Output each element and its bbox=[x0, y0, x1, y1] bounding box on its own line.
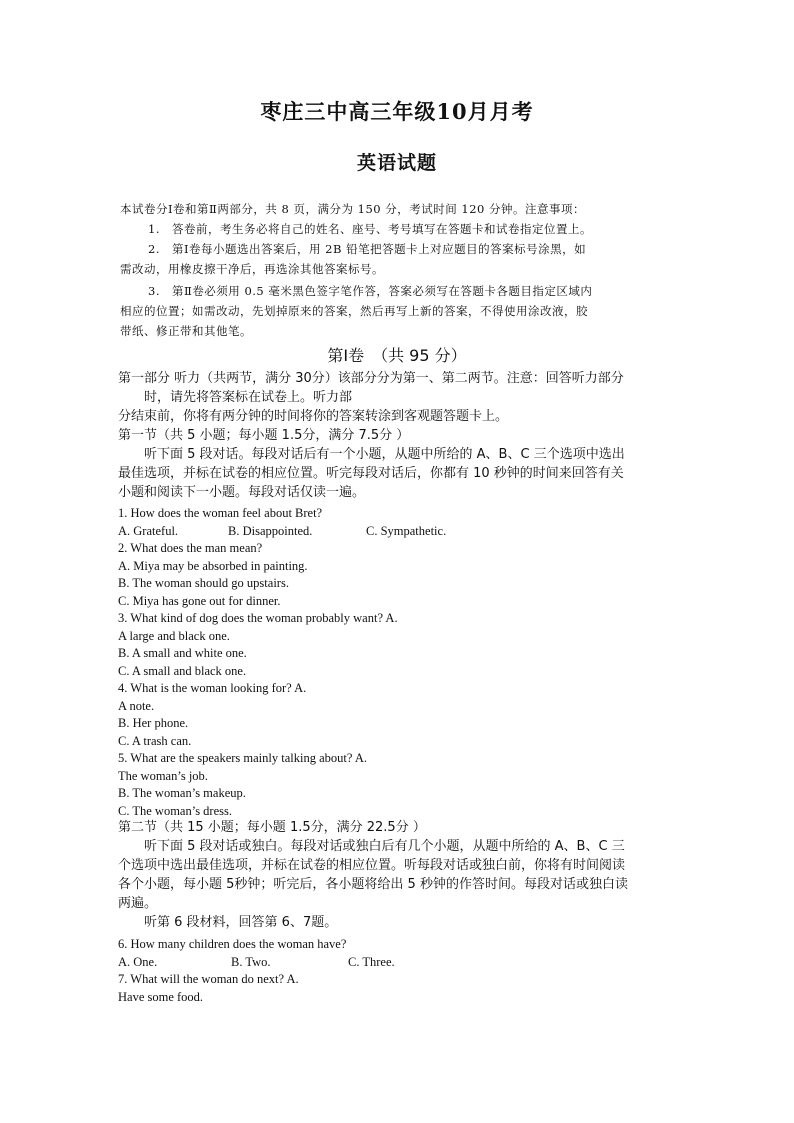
option-5c: C. The woman’s dress. bbox=[118, 803, 232, 818]
option-6c: C. Three. bbox=[348, 954, 395, 969]
question-5: 5. What are the speakers mainly talking about? A. bbox=[118, 751, 367, 765]
option-6b: B. Two. bbox=[231, 954, 271, 969]
question-7: 7. What will the woman do next? A. bbox=[118, 972, 299, 986]
option-1b: B. Disappointed. bbox=[228, 523, 313, 538]
option-3a: A large and black one. bbox=[118, 628, 230, 643]
section2-directions-1: 听下面 5 段对话或独白。每段对话或独白后有几个小题，从题中所给的 A、B、C 三 bbox=[118, 839, 625, 854]
question-6-options bbox=[118, 954, 678, 972]
instructions-3 bbox=[120, 281, 680, 341]
section1-directions-1: 听下面 5 段对话。每段对话后有一个小题，从题中所给的 A、B、C 三个选项中选出 bbox=[118, 447, 625, 462]
option-1c: C. Sympathetic. bbox=[366, 523, 447, 538]
question-6: 6. How many children does the woman have? bbox=[118, 937, 347, 951]
option-4b: B. Her phone. bbox=[118, 716, 189, 730]
instruction-item-2-cont: 需改动，用橡皮擦干净后，再选涂其他答案标号。 bbox=[120, 262, 384, 276]
section2-intro bbox=[118, 818, 678, 932]
question-2: 2. What does the man mean? bbox=[118, 541, 263, 555]
section2-directions-5: 听第 6 段材料，回答第 6、7题。 bbox=[118, 915, 338, 930]
section2-directions-2: 个选项中选出最佳选项，并标在试卷的相应位置。听每段对话或独白前，你将有时间阅读 bbox=[118, 858, 626, 873]
instruction-item-3: 3. 第Ⅱ卷必须用 0.5 毫米黑色签字笔作答，答案必须写在答题卡各题目指定区域内 bbox=[148, 284, 593, 298]
part1-line-3: 分结束前，你将有两分钟的时间将你的答案转涂到客观题答题卡上。 bbox=[118, 409, 509, 424]
option-2a: A. Miya may be absorbed in painting. bbox=[118, 558, 308, 573]
option-7a: Have some food. bbox=[118, 989, 204, 1004]
part1-intro bbox=[118, 369, 678, 502]
section1-heading: 第一节（共 5 小题；每小题 1.5分，满分 7.5分 ） bbox=[118, 428, 410, 443]
option-3c: C. A small and black one. bbox=[118, 663, 247, 678]
option-6a: A. One. bbox=[118, 954, 158, 969]
question-1: 1. How does the woman feel about Bret? bbox=[118, 506, 323, 520]
instruction-item-3-cont2: 带纸、修正带和其他笔。 bbox=[120, 324, 252, 338]
section2-directions-3: 各个小题，每小题 5秒钟；听完后，各小题将给出 5 秒钟的作答时间。每段对话或独白读 bbox=[118, 877, 628, 892]
option-5b: B. The woman’s makeup. bbox=[118, 786, 246, 800]
section2-directions-4: 两遍。 bbox=[118, 896, 158, 911]
instruction-item-3-cont: 相应的位置；如需改动，先划掉原来的答案，然后再写上新的答案，不得使用涂改液，胶 bbox=[120, 304, 588, 318]
question-4: 4. What is the woman looking for? A. bbox=[118, 681, 307, 695]
part1-line-2: 时，请先将答案标在试卷上。听力部 bbox=[118, 390, 353, 405]
section1-directions-3: 小题和阅读下一小题。每段对话仅读一遍。 bbox=[118, 485, 366, 500]
questions-section1 bbox=[118, 505, 678, 820]
instruction-item-1: 1. 答卷前，考生务必将自己的姓名、座号、考号填写在答题卡和试卷指定位置上。 bbox=[148, 222, 592, 236]
volume-heading: 第Ⅰ卷 （共 95 分） bbox=[327, 346, 467, 365]
exam-subtitle: 英语试题 bbox=[356, 152, 437, 174]
instruction-item-2: 2. 第Ⅰ卷每小题选出答案后，用 2B 铅笔把答题卡上对应题目的答案标号涂黑，如 bbox=[148, 242, 587, 256]
instructions-intro: 本试卷分Ⅰ卷和第Ⅱ两部分，共 8 页，满分为 150 分，考试时间 120 分钟。注意事项： bbox=[120, 202, 586, 216]
instructions bbox=[120, 199, 680, 279]
option-4a: A note. bbox=[118, 698, 155, 713]
option-2b: B. The woman should go upstairs. bbox=[118, 576, 289, 590]
part1-line-1: 第一部分 听力（共两节，满分 30分）该部分分为第一、第二两节。注意：回答听力部分 bbox=[118, 371, 624, 386]
option-5a: The woman’s job. bbox=[118, 768, 208, 783]
option-3b: B. A small and white one. bbox=[118, 646, 247, 660]
option-2c: C. Miya has gone out for dinner. bbox=[118, 593, 281, 608]
question-3: 3. What kind of dog does the woman probably want? A. bbox=[118, 611, 398, 625]
exam-title: 枣庄三中高三年级10月月考 bbox=[260, 99, 534, 124]
questions-section2 bbox=[118, 936, 678, 1006]
option-4c: C. A trash can. bbox=[118, 733, 192, 748]
section2-heading: 第二节（共 15 小题；每小题 1.5分，满分 22.5分 ） bbox=[118, 820, 426, 835]
section1-directions-2: 最佳选项，并标在试卷的相应位置。听完每段对话后，你都有 10 秒钟的时间来回答有关 bbox=[118, 466, 624, 481]
question-1-options bbox=[118, 523, 678, 541]
option-1a: A. Grateful. bbox=[118, 523, 179, 538]
